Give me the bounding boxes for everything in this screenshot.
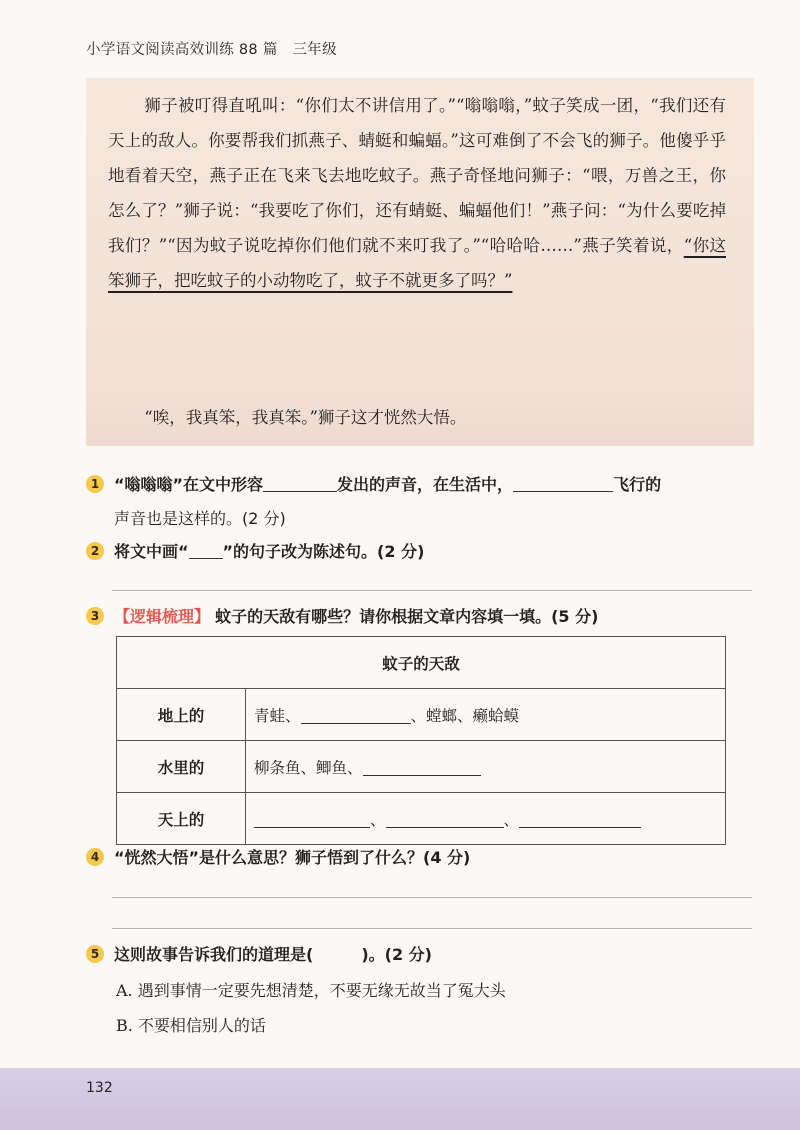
answer-line[interactable] (112, 590, 752, 591)
question-1-line-2: 声音也是这样的。(2 分) (114, 509, 286, 528)
option-b[interactable]: B. 不要相信别人的话 (116, 1016, 266, 1035)
answer-blank[interactable] (519, 809, 641, 828)
row-category: 地上的 (117, 689, 246, 741)
book-header: 小学语文阅读高效训练 88 篇 三年级 (86, 42, 337, 58)
question-number-badge: 5 (86, 945, 104, 963)
question-2: 2 将文中画“ ”的句子改为陈述句。(2 分) (86, 537, 424, 567)
question-number-badge: 3 (86, 607, 104, 625)
row-category: 水里的 (117, 741, 246, 793)
reading-passage (86, 78, 754, 446)
table-row: 地上的 青蛙、 、螳螂、癞蛤蟆 (117, 689, 726, 741)
answer-line[interactable] (112, 928, 752, 929)
passage-text: 狮子被叮得直吼叫：“你们太不讲信用了。”“嗡嗡嗡，”蚊子笑成一团，“我们还有天上的敌人。你要帮我们抓燕子、蜻蜓和蝙蝠。”这可难倒了不会飞的狮子。他傻乎乎地看着天空，燕子正在飞来飞去地吃蚊子。燕子奇怪地问狮子：“喂，万兽之王，你怎么了？”狮子说：“我要吃了你们，还有蜻蜓、蝙蝠他们！”燕子问：“为什么要吃掉我们？”“因为蚊子说吃掉你们他们就不来叮我了。”“哈哈哈……”燕子笑着说， (108, 96, 726, 255)
enemies-table (116, 636, 726, 845)
page-number: 132 (86, 1080, 113, 1096)
question-number-badge: 2 (86, 542, 104, 560)
table-row: 水里的 柳条鱼、鲫鱼、 (117, 741, 726, 793)
page-footer (0, 1068, 800, 1130)
underline-sample (189, 544, 223, 559)
table-row: 天上的 、 、 (117, 793, 726, 845)
underlined-sentence: “你这笨狮子，把吃蚊子的小动物吃了，蚊子不就更多了吗？” (108, 236, 726, 290)
answer-line[interactable] (112, 897, 752, 898)
question-3: 3 【逻辑梳理】 蚊子的天敌有哪些？请你根据文章内容填一填。(5 分) (86, 602, 598, 632)
answer-blank[interactable] (363, 757, 481, 776)
answer-blank[interactable] (254, 809, 370, 828)
question-number-badge: 4 (86, 848, 104, 866)
answer-blank[interactable] (513, 473, 613, 492)
answer-blank[interactable] (386, 809, 504, 828)
answer-blank[interactable] (301, 705, 411, 724)
question-1: 1 “嗡嗡嗡”在文中形容 发出的声音，在生活中， 飞行的 (86, 470, 661, 500)
option-a[interactable]: A. 遇到事情一定要先想清楚，不要无缘无故当了冤大头 (116, 981, 506, 1000)
answer-blank[interactable] (263, 473, 337, 492)
row-category: 天上的 (117, 793, 246, 845)
table-title: 蚊子的天敌 (117, 637, 726, 689)
question-number-badge: 1 (86, 475, 104, 493)
passage-paragraph-1 (108, 88, 726, 298)
passage-paragraph-2: “唉，我真笨，我真笨。”狮子这才恍然大悟。 (144, 408, 467, 427)
logic-tag: 【逻辑梳理】 (114, 607, 211, 626)
question-4: 4 “恍然大悟”是什么意思？狮子悟到了什么？(4 分) (86, 843, 470, 873)
question-5: 5 这则故事告诉我们的道理是( )。(2 分) (86, 940, 432, 970)
